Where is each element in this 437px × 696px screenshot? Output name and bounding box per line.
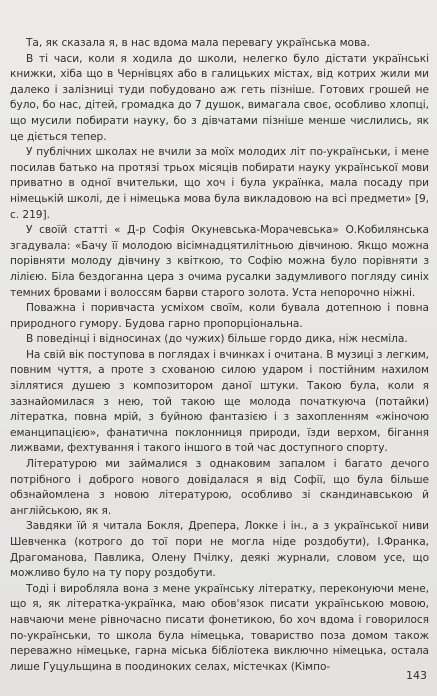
paragraph: Завдяки їй я читала Бокля, Дрепера, Локке і ін., а з української ниви Шевченка (котрого до тої пори не могла ніде роздобути), І.Франка, Драгоманова, Павлика, Олену Пчілку, деякі журнали, словом усе, що можливо було на ту пору роздобути. <box>10 520 429 580</box>
paragraph: У своїй статті « Д-р Софія Окуневська-Морачевська» О.Кобилянська згадувала: «Бачу її молодою вісімнадцятилітньою дівчиною. Якщо можна порівняти молоду дівчину з квіткою, то Софію можна було порівняти з лілією. Біла бездоганна цера з очима русалки задумливого погляду синіх темних бровами і волоссям барви старого золота. Уста непорочно ніжні. <box>10 224 429 299</box>
page-number: 143 <box>406 669 427 682</box>
paragraph: Літературою ми займалися з однаковим запалом і багато дечого потрібного і доброго нового довідалася я від Софії, що була більше обзнайомлена з новою літературою, особливо зі скандинавською й англійською, як я. <box>10 458 429 517</box>
paragraph: На свій вік поступова в поглядах і вчинках і очитана. В музиці з легким, повним чуття, а проте з схованою силою ударом і постійним нахилом зіллятися душею з композитором даної штуки. Такою була, коли я зазнайомилася з нею, той такою ще молода початкуюча (потайки) літератка, повна мрій, з буйною фантазією і з захопленням «жіночою еманципацією», фанатична поклонниця природи, їзди верхом, бігання лижвами, фехтування і такого іншого в той час доступного спорту. <box>10 348 429 455</box>
paragraph: В поведінці і відносинах (до чужих) більше гордо дика, ніж несміла. <box>26 333 408 346</box>
paragraph: Та, як сказала я, в нас вдома мала перевагу українська мова. <box>26 37 370 49</box>
page-text-body <box>10 36 429 675</box>
paragraph: У публічних школах не вчили за моїх молодих літ по-українськи, і мене посилав батько на протязі трьох місяців побирати науку української мови приватно в одної вчительки, що хоч і була українка, мала посаду при німецькій школі, де і німецька мова була викладовою на всі предмети» [9, с. 219]. <box>10 146 429 221</box>
paragraph: В ті часи, коли я ходила до школи, нелегко було дістати українські книжки, хіба що в Чернівцях або в галицьких містах, від котрих жили ми далеко і залізниці туди побудовано аж геть пізніше. Готових грошей не було, бо нас, дітей, громадка до 7 душок, вимагала своє, особливо хлопці, що мусили побирати науку, бо з дівчатами пізніше менше числились, як це діється тепер. <box>10 52 429 143</box>
paragraph: Поважна і поривчаста усміхом своїм, коли бувала дотепною і повна природного гумору. Будова гарно пропорціональна. <box>10 302 429 330</box>
paragraph: Тоді і виробляла вона з мене українську літератку, переконуючи мене, що я, як літератка-українка, маю обов'язок писати українською мовою, навчаючи мене рівночасно писати фонетикою, бо хоч вдома і говорилося по-українськи, то школа була німецька, товариство поза домом також переважно німецьке, гарна міська бібліотека виключно німецька, остала лише Гуцульщина в поодиноких селах, містечках (Кімпо- <box>10 582 429 673</box>
